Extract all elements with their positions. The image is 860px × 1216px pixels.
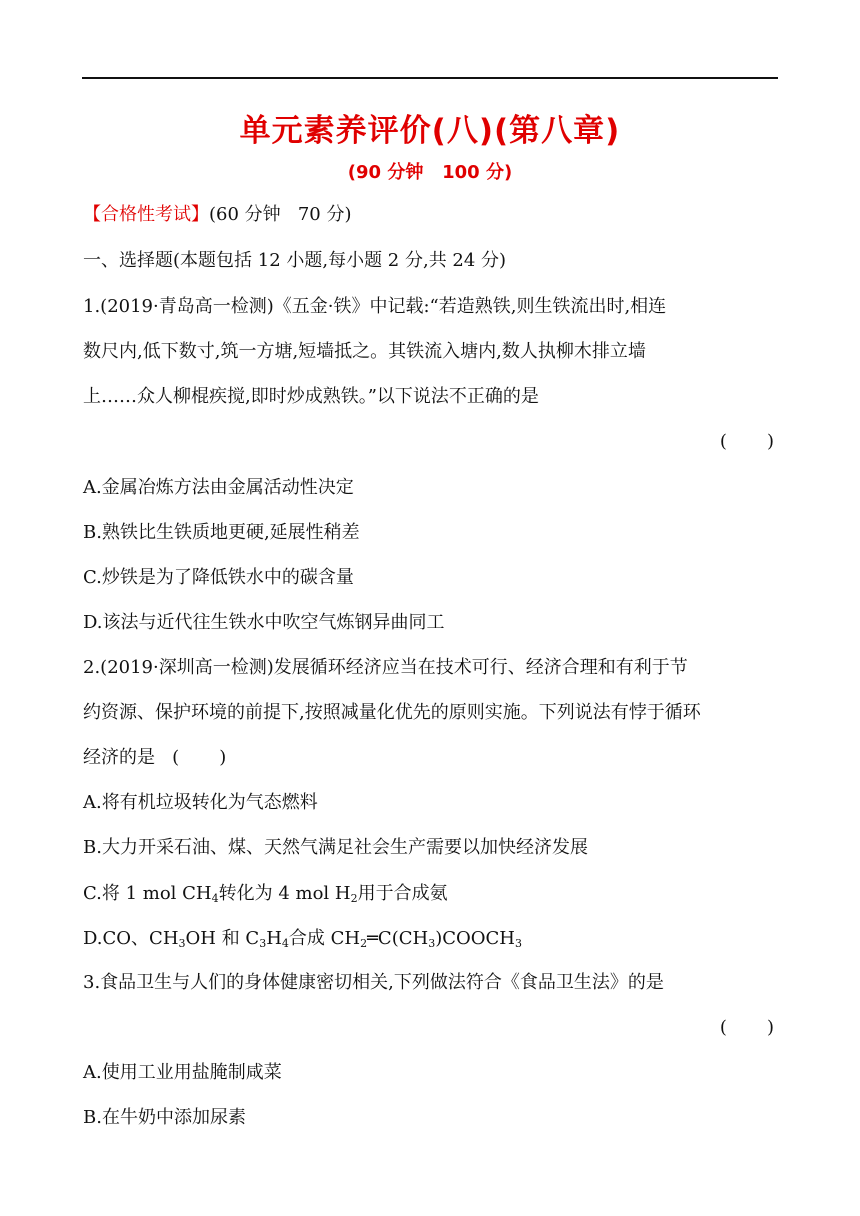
q1-option-c: C.炒铁是为了降低铁水中的碳含量 <box>83 567 354 588</box>
q1-answer-bracket: ( ) <box>719 431 774 452</box>
q1-line-2: 数尺内,低下数寸,筑一方塘,短墙抵之。其铁流入塘内,数人执柳木排立墙 <box>83 341 646 362</box>
q2-line-3: 经济的是 ( ) <box>83 747 227 768</box>
q3-option-b: B.在牛奶中添加尿素 <box>83 1107 246 1128</box>
q2-option-b: B.大力开采石油、煤、天然气满足社会生产需要以加快经济发展 <box>83 837 588 858</box>
q1-line-3: 上……众人柳棍疾搅,即时炒成熟铁。”以下说法不正确的是 <box>83 386 539 407</box>
q3-line-1: 3.食品卫生与人们的身体健康密切相关,下列做法符合《食品卫生法》的是 <box>83 972 664 993</box>
q2-option-a: A.将有机垃圾转化为气态燃料 <box>83 792 318 813</box>
q1-option-a: A.金属冶炼方法由金属活动性决定 <box>83 477 354 498</box>
part-one-heading: 一、选择题(本题包括 12 小题,每小题 2 分,共 24 分) <box>83 250 507 271</box>
q2-line-2: 约资源、保护环境的前提下,按照减量化优先的原则实施。下列说法有悖于循环 <box>83 702 701 723</box>
page-title: 单元素养评价(八)(第八章) <box>239 113 621 149</box>
q3-option-a: A.使用工业用盐腌制咸菜 <box>83 1062 282 1083</box>
q2-option-d: D.CO、$CH_3OH$ 和 $C_3H_4$合成 $CH_2═C(CH_3)COOCH_3$ <box>83 928 522 950</box>
section-time: (60 分钟 70 分) <box>209 204 352 225</box>
q3-answer-bracket: ( ) <box>719 1017 774 1038</box>
section-tag: 【合格性考试】 <box>83 204 209 225</box>
page-subtitle: (90 分钟 100 分) <box>347 162 513 183</box>
q1-line-1: 1.(2019·青岛高一检测)《五金·铁》中记载:“若造熟铁,则生铁流出时,相连 <box>83 296 667 317</box>
q1-option-b: B.熟铁比生铁质地更硬,延展性稍差 <box>83 522 360 543</box>
section-heading <box>83 203 351 227</box>
top-rule <box>82 77 778 79</box>
q1-option-d: D.该法与近代往生铁水中吹空气炼钢异曲同工 <box>83 612 445 633</box>
q2-option-c: C.将 1 mol $CH_4$转化为 4 mol $H_2$用于合成氨 <box>83 883 448 905</box>
q2-line-1: 2.(2019·深圳高一检测)发展循环经济应当在技术可行、经济合理和有利于节 <box>83 657 688 678</box>
